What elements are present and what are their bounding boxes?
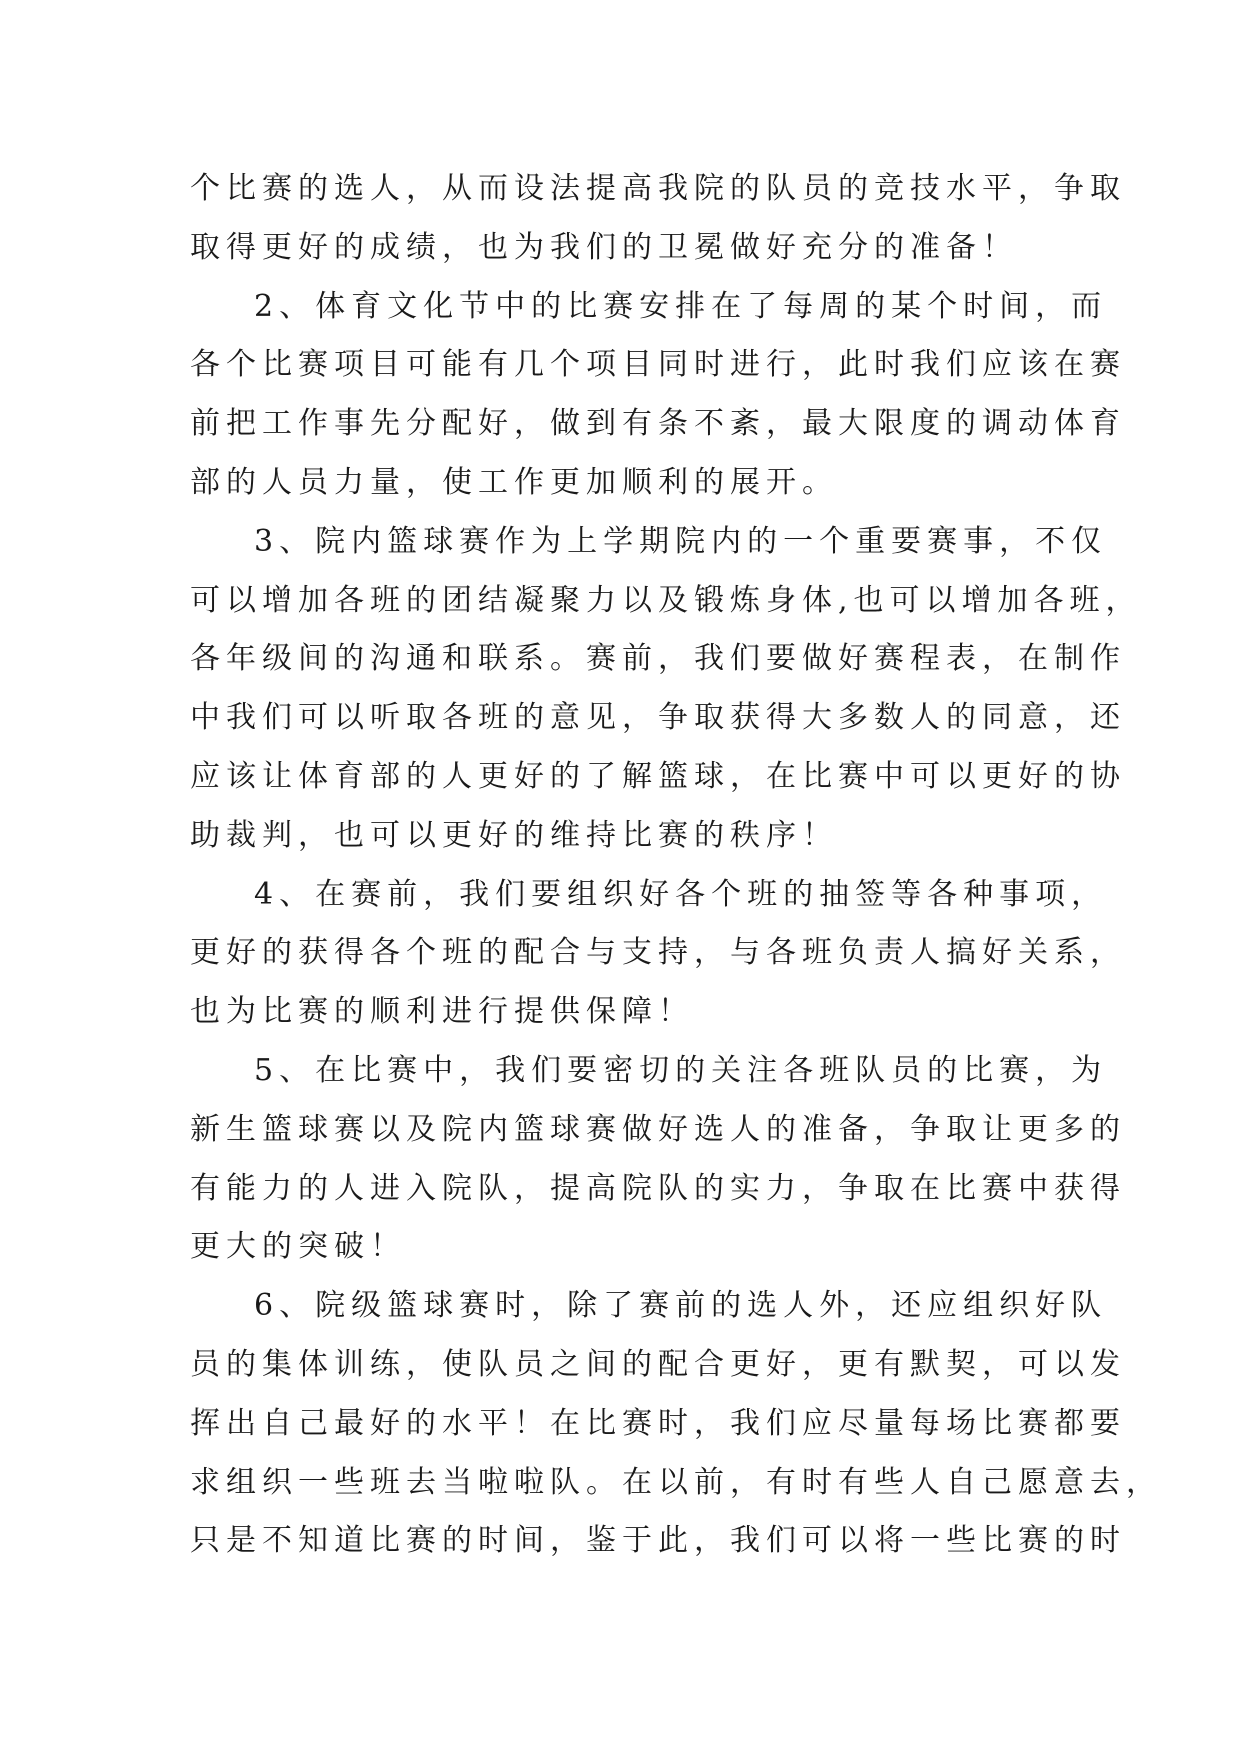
text-line: 更好的获得各个班的配合与支持，与各班负责人搞好关系， (190, 935, 1126, 971)
body-text (190, 160, 1162, 1571)
text-line: 前把工作事先分配好，做到有条不紊，最大限度的调动体育 (190, 406, 1126, 442)
paragraph-first-line: 3、院内篮球赛作为上学期院内的一个重要赛事，不仅 (254, 523, 1108, 559)
paragraph-first-line: 6、院级篮球赛时，除了赛前的选人外，还应组织好队 (254, 1288, 1108, 1324)
text-line: 取得更好的成绩，也为我们的卫冕做好充分的准备！ (190, 229, 1018, 265)
text-line: 助裁判，也可以更好的维持比赛的秩序！ (190, 817, 838, 853)
paragraph-first-line: 5、在比赛中，我们要密切的关注各班队员的比赛，为 (254, 1052, 1108, 1088)
text-line: 可以增加各班的团结凝聚力以及锻炼身体,也可以增加各班， (190, 582, 1142, 618)
text-line: 各年级间的沟通和联系。赛前，我们要做好赛程表，在制作 (190, 641, 1126, 677)
text-line: 个比赛的选人，从而设法提高我院的队员的竞技水平，争取 (190, 171, 1126, 206)
text-line: 也为比赛的顺利进行提供保障！ (190, 994, 694, 1030)
text-line: 求组织一些班去当啦啦队。在以前，有时有些人自己愿意去， (190, 1464, 1162, 1500)
text-line: 挥出自己最好的水平！在比赛时，我们应尽量每场比赛都要 (190, 1405, 1126, 1441)
text-line: 各个比赛项目可能有几个项目同时进行，此时我们应该在赛 (190, 347, 1126, 383)
paragraph-first-line: 2、体育文化节中的比赛安排在了每周的某个时间，而 (254, 288, 1108, 324)
text-line: 有能力的人进入院队，提高院队的实力，争取在比赛中获得 (190, 1170, 1126, 1206)
paragraph-first-line: 4、在赛前，我们要组织好各个班的抽签等各种事项， (254, 876, 1108, 912)
text-line: 部的人员力量，使工作更加顺利的展开。 (190, 464, 838, 500)
text-line: 员的集体训练，使队员之间的配合更好，更有默契，可以发 (190, 1346, 1126, 1382)
text-line: 新生篮球赛以及院内篮球赛做好选人的准备，争取让更多的 (190, 1111, 1126, 1147)
text-line: 中我们可以听取各班的意见，争取获得大多数人的同意，还 (190, 700, 1126, 736)
text-line: 应该让体育部的人更好的了解篮球，在比赛中可以更好的协 (190, 758, 1126, 794)
text-line: 只是不知道比赛的时间，鉴于此，我们可以将一些比赛的时 (190, 1523, 1126, 1559)
text-line: 更大的突破！ (190, 1229, 406, 1265)
